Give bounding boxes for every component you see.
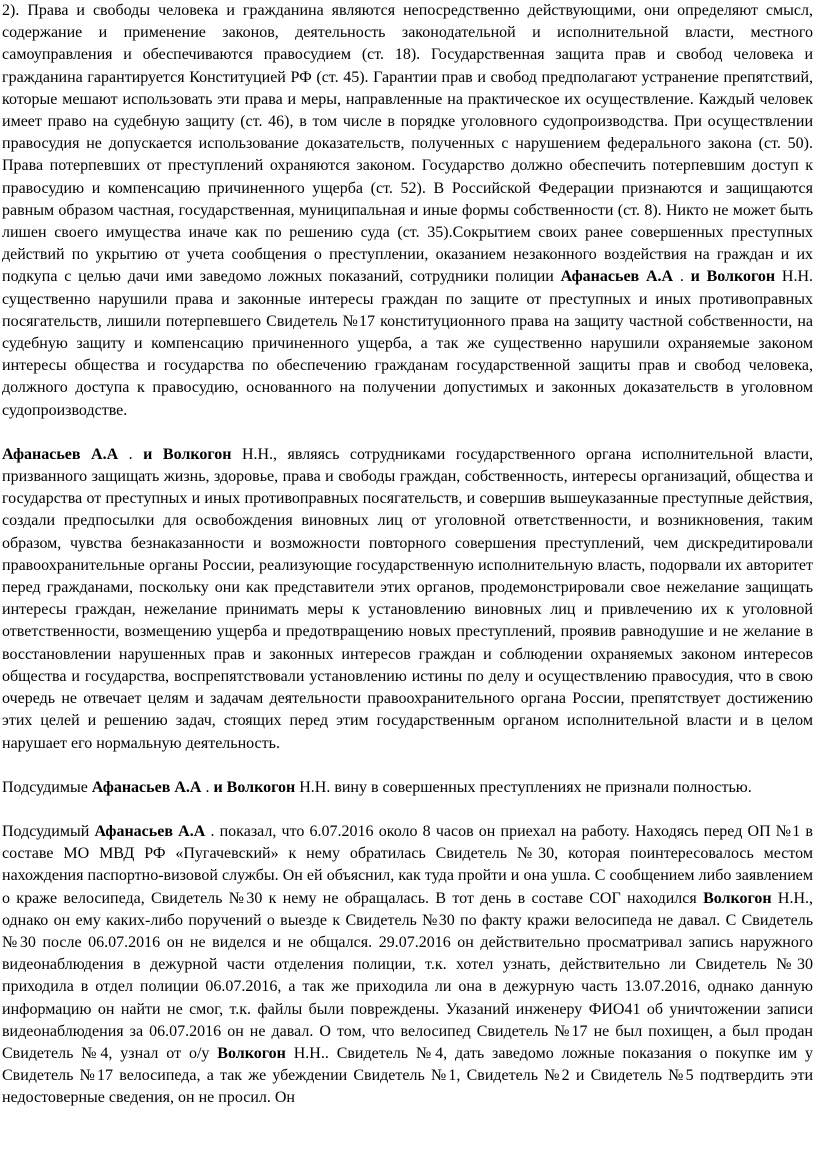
text-run: . — [201, 778, 214, 796]
text-run: Подсудимые — [2, 778, 92, 796]
paragraph-3 — [2, 777, 813, 799]
defendant-name-volkogon: и Волкогон — [143, 445, 232, 463]
text-run: Н.Н.. Свидетель №4, дать заведомо ложные показания о покупке им у Свидетель №17 велосипеда, а так же убеждении Свидетель №1, Свидетель №2 и Свидетель №5 подтвердить эти недостоверные сведения, он не просил. Он — [2, 1044, 814, 1107]
defendant-name-volkogon: и Волкогон — [690, 268, 776, 286]
defendant-name-afanasiev: Афанасьев А.А — [2, 445, 119, 463]
defendant-name-volkogon: Волкогон — [217, 1044, 286, 1062]
paragraph-spacer — [2, 799, 813, 821]
paragraph-spacer — [2, 755, 813, 777]
text-run: Н.Н., однако он ему каких-либо поручений о выезде к Свидетель №30 по факту кражи велосипеда не давал. С Свидетель №30 после 06.07.2016 он не виделся и не общался. 29.07.2016 он действительно просматривал запись наружного видеонаблюдения в дежурной части отделения полиции, т.к. хотел узнать, действительно ли Свидетель №30 приходила в отдел полиции 06.07.2016, а так же приходила ли она в дежурную часть 13.07.2016, однако данную информацию он найти не смог, т.к. файлы были повреждены. Указаний инженеру ФИО41 об уничтожении записи видеонаблюдения за 06.07.2016 он не давал. О том, что велосипед Свидетель №17 не был похищен, а был продан Свидетель №4, узнал от о/у — [2, 889, 814, 1062]
text-run: Подсудимый — [2, 822, 95, 840]
text-run: . — [673, 268, 691, 286]
defendant-name-volkogon: и Волкогон — [213, 778, 296, 796]
text-run: Н.Н., являясь сотрудниками государственного органа исполнительной власти, призванного защищать жизнь, здоровье, права и свободы граждан, собственность, интересы организаций, общества и государства от преступных и иных противоправных посягательств, и совершив вышеуказанные преступные действия, создали предпосылки для освобождения виновных лиц от уголовной ответственности, и возникновения, таким образом, чувства безнаказанности и возможности повторного совершения преступлений, чем дискредитировали правоохранительные органы России, реализующие государственную исполнительную власть, подорвали их авторитет перед гражданами, поскольку они как представители этих органов, продемонстрировали свое нежелание защищать интересы граждан, нежелание принимать меры к установлению виновных лиц и привлечению их к уголовной ответственности, возмещению ущерба и предотвращению новых преступлений, проявив равнодушие и не желание в восстановлении нарушенных прав и законных интересов граждан и соблюдении охраняемых законом интересов общества и государства, воспрепятствовали установлению истины по делу и осуществлению правосудия, что в свою очередь не отвечает целям и задачам деятельности правоохранительного органа России, препятствует достижению этих целей и решению задач, стоящих перед этим государственным органом исполнительной власти и в целом нарушает его нормальную деятельность. — [2, 445, 814, 752]
defendant-name-volkogon: Волкогон — [703, 889, 772, 907]
text-run: . — [118, 445, 144, 463]
defendant-name-afanasiev: Афанасьев А.А — [94, 822, 206, 840]
text-run: Н.Н. существенно нарушили права и законные интересы граждан по защите от преступных и иных противоправных посягательств, лишили потерпевшего Свидетель №17 конституционного права на защиту частной собственности, на судебную защиту и компенсацию причиненного ущерба, а так же существенно нарушили охраняемые законом интересы общества и государства по обеспечению гражданам государственной защиты прав и свобод человека, должного доступа к правосудию, основанного на получении допустимых и законных доказательств в уголовном судопроизводстве. — [2, 268, 814, 419]
defendant-name-afanasiev: Афанасьев А.А — [91, 778, 202, 796]
paragraph-2 — [2, 444, 813, 755]
paragraph-1 — [2, 0, 813, 422]
defendant-name-afanasiev: Афанасьев А.А — [560, 268, 674, 286]
text-run: . показал, что 6.07.2016 около 8 часов он приехал на работу. Находясь перед ОП №1 в составе МО МВД РФ «Пугачевский» к нему обратилась Свидетель №30, которая поинтересовалось местом нахождения паспортно-визовой службы. Он ей объяснил, как туда пройти и она ушла. С сообщением либо заявлением о краже велосипеда, Свидетель №30 к нему не обращалась. В тот день в составе СОГ находился — [2, 822, 813, 907]
document-page — [2, 0, 813, 1110]
paragraph-spacer — [2, 422, 813, 444]
text-run: Н.Н. вину в совершенных преступлениях не признали полностью. — [295, 778, 752, 796]
text-run: 2). Права и свободы человека и гражданина являются непосредственно действующими, они определяют смысл, содержание и применение законов, деятельность законодательной и исполнительной власти, местного самоуправления и обеспечиваются правосудием (ст. 18). Государственная защита прав и свобод человека и гражданина гарантируется Конституцией РФ (ст. 45). Гарантии прав и свобод предполагают устранение препятствий, которые мешают использовать эти права и меры, направленные на практическое их осуществление. Каждый человек имеет право на судебную защиту (ст. 46), в том числе в порядке уголовного судопроизводства. При осуществлении правосудия не допускается использование доказательств, полученных с нарушением федерального закона (ст. 50). Права потерпевших от преступлений охраняются законом. Государство должно обеспечить потерпевшим доступ к правосудию и компенсацию причиненного ущерба (ст. 52). В Российской Федерации признаются и защищаются равным образом частная, государственная, муниципальная и иные формы собственности (ст. 8). Никто не может быть лишен своего имущества иначе как по решению суда (ст. 35).Сокрытием своих ранее совершенных преступных действий по укрытию от учета сообщения о преступлении, оказанием незаконного воздействия на граждан и их подкупа с целью дачи ими заведомо ложных показаний, сотрудники полиции — [2, 2, 813, 286]
paragraph-4 — [2, 821, 813, 1110]
